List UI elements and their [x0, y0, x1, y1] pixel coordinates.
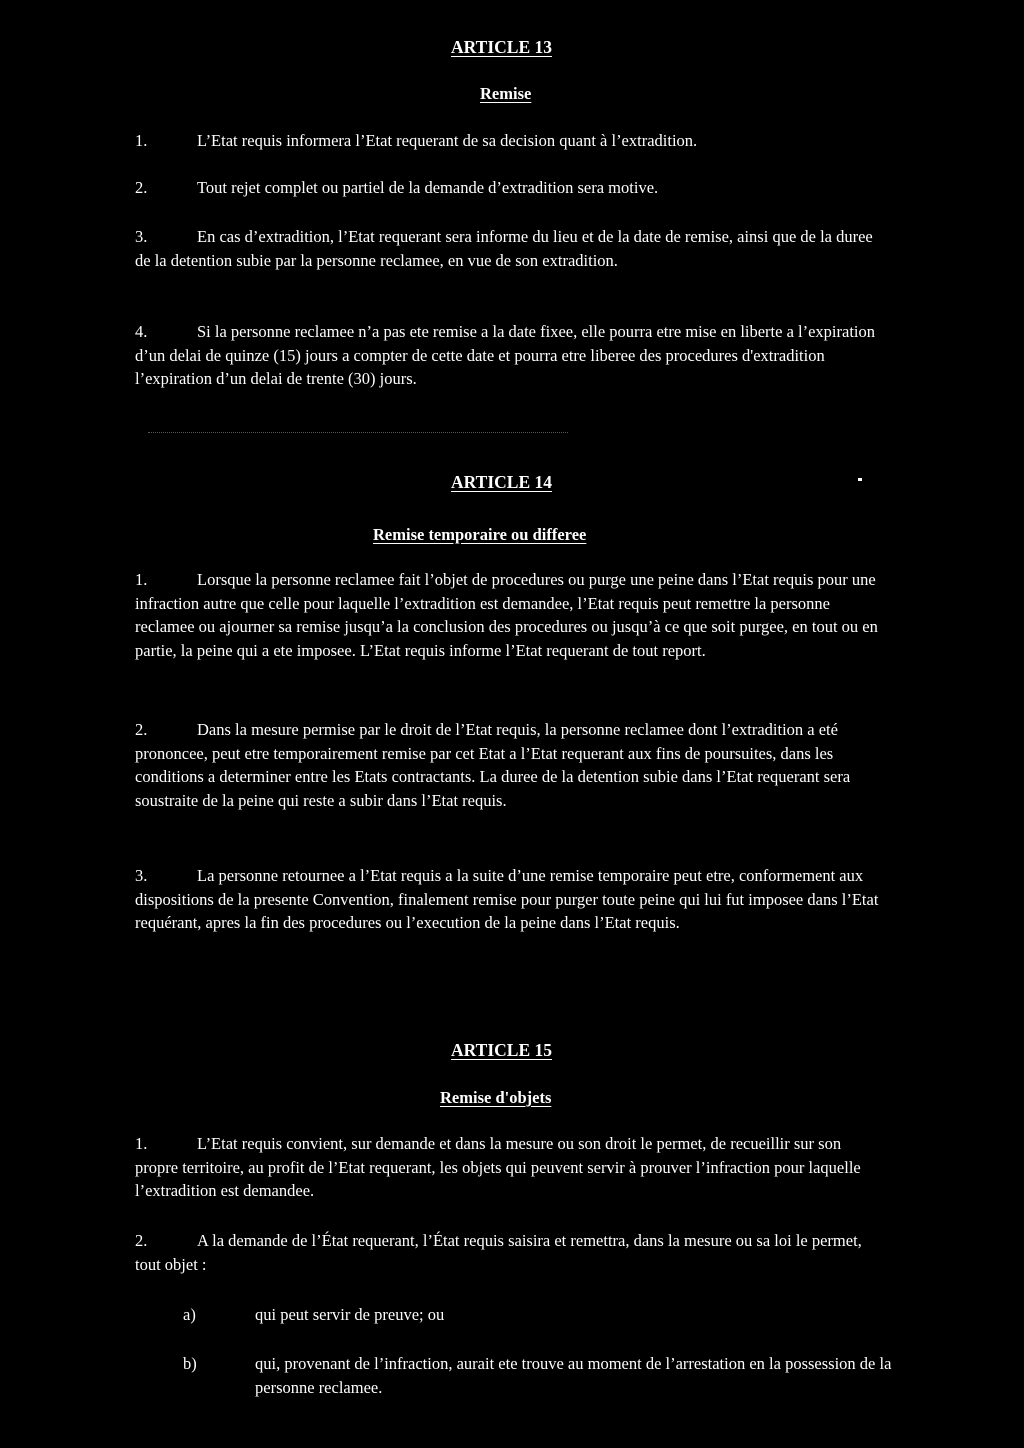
- article-13-paragraph-4: [135, 320, 885, 391]
- paragraph-text: La personne retournee a l’Etat requis a la suite d’une remise temporaire peut etre, conformement aux dispositions de la presente Convention, finalement remise pour purger toute peine qui lui fut imposee dans l’Etat requérant, apres la fin des procedures ou l’execution de la peine dans l’Etat requis.: [135, 866, 879, 932]
- paragraph-text: Lorsque la personne reclamee fait l’objet de procedures ou purge une peine dans l’Etat requis pour une infraction autre que celle pour laquelle l’extradition est demandee, l’Etat requis peut remettre la personne reclamee ou ajourner sa remise jusqu’a la conclusion des procedures ou jusqu’à ce que soit purgee, en tout ou en partie, la peine qui a ete imposee. L’Etat requis informe l’Etat requerant de tout report.: [135, 570, 878, 660]
- subitem-a-label: a): [183, 1305, 196, 1324]
- article-14-title: ARTICLE 14: [451, 472, 553, 492]
- article-13-title: ARTICLE 13: [451, 37, 553, 57]
- paragraph-text: Tout rejet complet ou partiel de la demande d’extradition sera motive.: [197, 178, 659, 197]
- paragraph-text: A la demande de l’État requerant, l’État requis saisira et remettra, dans la mesure ou sa loi le permet, tout objet :: [135, 1231, 862, 1274]
- article-13-paragraph-2: [135, 176, 885, 200]
- article-13-paragraph-3: [135, 225, 885, 272]
- paragraph-text: L’Etat requis convient, sur demande et dans la mesure ou son droit le permet, de recueillir sur son propre territoire, au profit de l’Etat requerant, les objets qui peuvent servir à prouver l’infraction pour laquelle l’extradition est demandee.: [135, 1134, 861, 1200]
- paragraph-number: 1.: [135, 1134, 148, 1153]
- paragraph-text: Dans la mesure permise par le droit de l’Etat requis, la personne reclamee dont l’extradition a eté prononcee, peut etre temporairement remise par cet Etat a l’Etat requerant aux fins de poursuites, dans les conditions a determiner entre les Etats contractants. La duree de la detention subie dans l’Etat requerant sera soustraite de la peine qui reste a subir dans l’Etat requis.: [135, 720, 851, 810]
- paragraph-text: L’Etat requis informera l’Etat requerant de sa decision quant à l’extradition.: [197, 131, 698, 150]
- article-14-paragraph-3: [135, 864, 885, 935]
- article-14-paragraph-2: [135, 718, 885, 812]
- article-14-paragraph-1: [135, 568, 885, 662]
- paragraph-text: En cas d’extradition, l’Etat requerant sera informe du lieu et de la date de remise, ainsi que de la duree de la detention subie par la personne reclamee, en vue de son extradition.: [135, 227, 873, 270]
- article-15-paragraph-1: [135, 1132, 885, 1203]
- article-14-subtitle: Remise temporaire ou differee: [373, 525, 587, 544]
- article-15-paragraph-2: [135, 1229, 885, 1276]
- paragraph-number: 4.: [135, 322, 148, 341]
- article-15-title: ARTICLE 15: [451, 1040, 553, 1060]
- paragraph-number: 3.: [135, 227, 148, 246]
- paragraph-number: 1.: [135, 570, 148, 589]
- paragraph-number: 2.: [135, 720, 148, 739]
- subitem-b-text: qui, provenant de l’infraction, aurait ete trouve au moment de l’arrestation en la possession de la personne reclamee.: [255, 1354, 892, 1397]
- paragraph-number: 2.: [135, 178, 148, 197]
- subitem-b-label: b): [183, 1354, 197, 1373]
- paragraph-number: 3.: [135, 866, 148, 885]
- subitem-a-text: qui peut servir de preuve; ou: [255, 1305, 445, 1324]
- scan-artifact-line: [148, 432, 568, 433]
- article-13-subtitle: Remise: [480, 84, 532, 103]
- paragraph-number: 1.: [135, 131, 148, 150]
- article-15-subtitle: Remise d'objets: [440, 1088, 552, 1107]
- paragraph-number: 2.: [135, 1231, 148, 1250]
- paragraph-text: Si la personne reclamee n’a pas ete remise a la date fixee, elle pourra etre mise en liberte a l’expiration d’un delai de quinze (15) jours a compter de cette date et pourra etre liberee des procedures d'extradition l’expiration d’un delai de trente (30) jours.: [135, 322, 876, 388]
- scan-artifact-mark: [858, 478, 862, 481]
- article-13-paragraph-1: [135, 129, 885, 153]
